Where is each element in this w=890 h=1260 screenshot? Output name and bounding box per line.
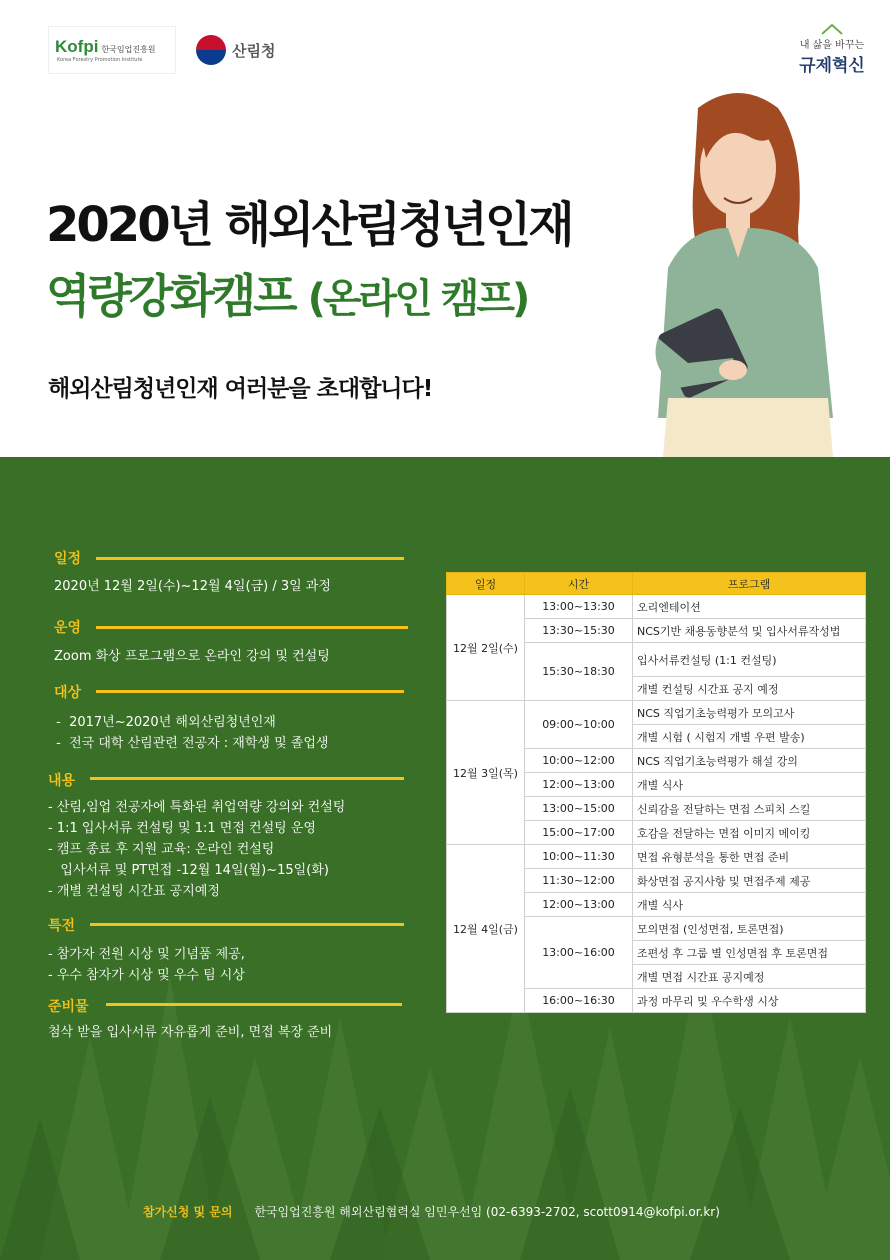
program-cell: 모의면접 (인성면접, 토론면접) (633, 917, 866, 941)
section-title: 운영 (54, 620, 82, 636)
section-body: Zoom 화상 프로그램으로 온라인 강의 및 컨설팅 (54, 649, 330, 664)
time-cell: 10:00~11:30 (525, 845, 633, 869)
section-divider (90, 923, 404, 926)
woman-illustration (628, 88, 856, 457)
section-divider (96, 690, 404, 693)
section-divider (90, 777, 404, 780)
section-body: - 참가자 전원 시상 및 기념품 제공, - 우수 참자가 시상 및 우수 팀 시상 (48, 947, 245, 983)
program-cell: NCS 직업기초능력평가 해설 강의 (633, 749, 866, 773)
time-cell: 16:00~16:30 (525, 989, 633, 1013)
program-cell: 호감을 전달하는 면접 이미지 메이킹 (633, 821, 866, 845)
section-body: 2020년 12월 2일(수)~12월 4일(금) / 3일 과정 (54, 579, 331, 594)
time-cell: 09:00~10:00 (525, 701, 633, 749)
section-body: 첨삭 받을 입사서류 자유롭게 준비, 면접 복장 준비 (48, 1025, 333, 1040)
program-cell: 신뢰감을 전달하는 면접 스피치 스킬 (633, 797, 866, 821)
time-cell: 12:00~13:00 (525, 893, 633, 917)
program-cell: 개별 컨설팅 시간표 공지 예정 (633, 677, 866, 701)
section-title: 대상 (54, 685, 82, 701)
header-area (0, 0, 890, 457)
time-cell: 12:00~13:00 (525, 773, 633, 797)
section-divider (106, 1003, 402, 1006)
time-cell: 11:30~12:00 (525, 869, 633, 893)
table-row (447, 845, 866, 869)
forest-service-logo (186, 26, 301, 74)
day-cell: 12월 3일(목) (447, 701, 525, 845)
header-program: 프로그램 (633, 573, 866, 595)
program-cell: 개별 면접 시간표 공지예정 (633, 965, 866, 989)
section-title: 내용 (48, 773, 76, 789)
day-cell: 12월 2일(수) (447, 595, 525, 701)
header-date: 일정 (447, 573, 525, 595)
time-cell: 13:00~13:30 (525, 595, 633, 619)
time-cell: 15:30~18:30 (525, 643, 633, 701)
subtitle-online: (온라인 캠프) (307, 276, 528, 322)
regulatory-reform-logo (796, 22, 868, 76)
section-title: 특전 (48, 918, 76, 934)
header-time: 시간 (525, 573, 633, 595)
program-cell: 개별 시험 ( 시험지 개별 우편 발송) (633, 725, 866, 749)
section-body: - 산림,임업 전공자에 특화된 취업역량 강의와 컨설팅 - 1:1 입사서류 컨설팅 및 1:1 면접 컨설팅 운영 - 캠프 종료 후 지원 교육: 온라인 컨설팅 입사서류 및 PT면접 -12월 14일(월)~15일(화) - 개별 컨설팅 시간표 공지예정 (48, 800, 346, 899)
program-cell: NCS기반 채용동향분석 및 입사서류작성법 (633, 619, 866, 643)
table-row (447, 701, 866, 725)
program-cell: 조편성 후 그룹 별 인성면접 후 토론면접 (633, 941, 866, 965)
kofpi-logo-eng: Korea Forestry Promotion Institute (57, 57, 143, 63)
table-header-row (447, 573, 866, 595)
time-cell: 13:00~15:00 (525, 797, 633, 821)
time-cell: 10:00~12:00 (525, 749, 633, 773)
reform-line1: 내 삶을 바꾸는 (799, 40, 865, 51)
taegeuk-icon (196, 35, 226, 65)
program-cell: 화상면접 공지사항 및 면접주제 제공 (633, 869, 866, 893)
time-cell: 15:00~17:00 (525, 821, 633, 845)
kofpi-logo-name: Kofpi (55, 37, 99, 56)
logo-group (48, 26, 301, 74)
section-title: 일정 (54, 551, 82, 567)
program-cell: 개별 식사 (633, 773, 866, 797)
time-cell: 13:30~15:30 (525, 619, 633, 643)
reform-chevron-icon (796, 22, 868, 36)
program-cell: 과정 마무리 및 우수학생 시상 (633, 989, 866, 1013)
table-row (447, 595, 866, 619)
program-cell: 면접 유형분석을 통한 면접 준비 (633, 845, 866, 869)
forest-service-name: 산림청 (232, 41, 276, 60)
program-cell: 오리엔테이션 (633, 595, 866, 619)
page-subtitle (46, 260, 527, 326)
footer-label: 참가신청 및 문의 (143, 1205, 233, 1219)
kofpi-logo-kor: 한국임업진흥원 (101, 45, 156, 54)
invitation-text: 해외산림청년인재 여러분을 초대합니다! (48, 376, 433, 402)
program-cell: NCS 직업기초능력평가 모의고사 (633, 701, 866, 725)
time-cell: 13:00~16:00 (525, 917, 633, 989)
schedule-table (446, 572, 866, 1013)
section-divider (96, 557, 404, 560)
subtitle-main: 역량강화캠프 (46, 269, 295, 323)
program-cell: 입사서류컨설팅 (1:1 컨설팅) (633, 643, 866, 677)
reform-line2: 규제혁신 (799, 56, 865, 76)
day-cell: 12월 4일(금) (447, 845, 525, 1013)
footer-contact (143, 1203, 720, 1220)
section-title: 준비물 (48, 999, 89, 1015)
footer-contact-info: 한국임업진흥원 해외산림협력실 임민우선임 (02-6393-2702, scott0914@kofpi.or.kr) (254, 1205, 720, 1219)
section-body: - 2017년~2020년 해외산림청년인재 - 전국 대학 산림관련 전공자 : 재학생 및 졸업생 (56, 715, 329, 751)
page-title: 2020년 해외산림청년인재 (46, 197, 572, 253)
section-divider (96, 626, 408, 629)
kofpi-logo (48, 26, 176, 74)
program-cell: 개별 식사 (633, 893, 866, 917)
